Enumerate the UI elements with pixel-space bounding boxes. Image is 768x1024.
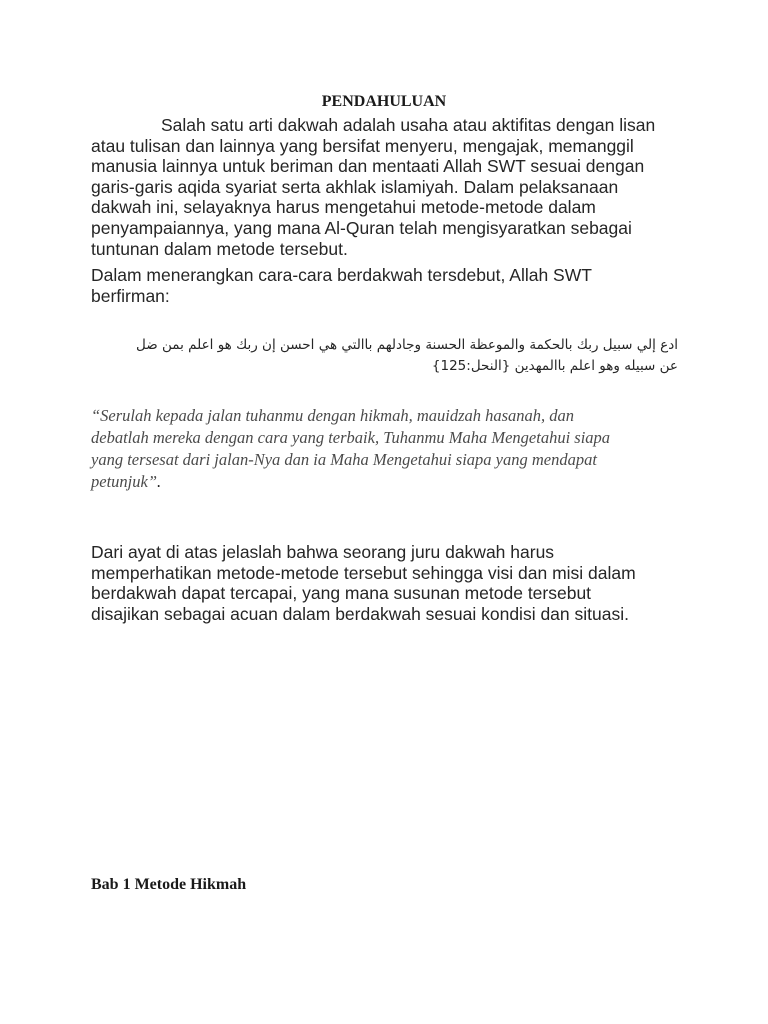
arabic-verse xyxy=(91,335,678,377)
translation-line: debatlah mereka dengan cara yang terbaik, Tuhanmu Maha Mengetahui siapa xyxy=(91,428,611,447)
lead-line: berfirman: xyxy=(91,285,170,306)
translation-line: petunjuk”. xyxy=(91,472,162,491)
verse-translation xyxy=(91,405,691,493)
intro-line: garis-garis aqida syariat serta akhlak islamiyah. Dalam pelaksanaan xyxy=(91,176,619,197)
intro-line: manusia lainnya untuk beriman dan mentaati Allah SWT sesuai dengan xyxy=(91,156,645,177)
arabic-line: ادع إلي سبيل ربك بالحكمة والموعظة الحسنة وجادلهم باالتي هي احسن إن ربك هو اعلم بمن ضل xyxy=(136,337,678,353)
page-title: PENDAHULUAN xyxy=(321,93,447,110)
intro-line: Salah satu arti dakwah adalah usaha atau aktifitas dengan lisan xyxy=(161,115,656,135)
intro-line: atau tulisan dan lainnya yang bersifat menyeru, mengajak, memanggil xyxy=(91,135,634,156)
lead-paragraph xyxy=(91,265,691,306)
conclusion-line: Dari ayat di atas jelaslah bahwa seorang juru dakwah harus xyxy=(91,542,555,562)
intro-paragraph xyxy=(91,115,691,259)
conclusion-line: memperhatikan metode-metode tersebut sehingga visi dan misi dalam xyxy=(91,562,636,583)
lead-line: Dalam menerangkan cara-cara berdakwah tersdebut, Allah SWT xyxy=(91,265,592,285)
translation-line: yang tersesat dari jalan-Nya dan ia Maha Mengetahui siapa yang mendapat xyxy=(91,450,597,469)
conclusion-paragraph xyxy=(91,542,691,624)
conclusion-line: berdakwah dapat tercapai, yang mana susunan metode tersebut xyxy=(91,583,592,604)
section-heading: Bab 1 Metode Hikmah xyxy=(91,876,247,893)
conclusion-line: disajikan sebagai acuan dalam berdakwah sesuai kondisi dan situasi. xyxy=(91,603,629,624)
arabic-line: عن سبيله وهو اعلم باالمهدين {النحل:125} xyxy=(431,358,678,374)
intro-line: tuntunan dalam metode tersebut. xyxy=(91,238,348,259)
translation-line: “Serulah kepada jalan tuhanmu dengan hikmah, mauidzah hasanah, dan xyxy=(91,406,575,425)
intro-line: dakwah ini, selayaknya harus mengetahui metode-metode dalam xyxy=(91,197,596,218)
intro-line: penyampaiannya, yang mana Al-Quran telah mengisyaratkan sebagai xyxy=(91,217,632,238)
